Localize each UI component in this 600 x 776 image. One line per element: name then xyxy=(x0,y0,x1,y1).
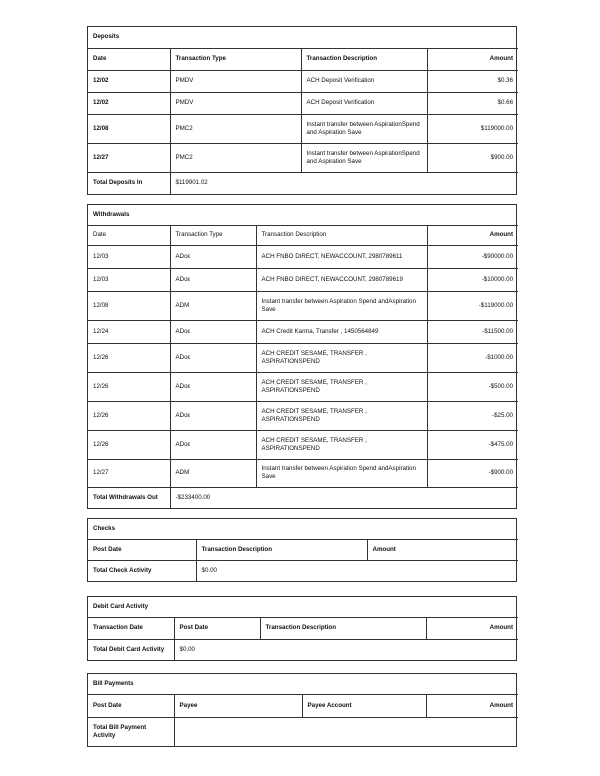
total-label: Total Check Activity xyxy=(88,560,196,581)
cell-type: PMDV xyxy=(170,92,301,114)
column-header: Post Date xyxy=(88,694,174,717)
checks-section xyxy=(87,518,517,582)
cell-description: Instant transfer between AspirationSpend and Aspiration Save xyxy=(301,143,427,172)
total-row xyxy=(88,639,518,660)
column-header: Amount xyxy=(367,539,518,560)
cell-type: ADM xyxy=(170,291,256,320)
cell-description: ACH CREDIT SESAME, TRANSFER , ASPIRATIONSPEND xyxy=(256,372,427,401)
table-row xyxy=(88,143,518,172)
cell-description: ACH CREDIT SESAME, TRANSFER , ASPIRATIONSPEND xyxy=(256,401,427,430)
table-row xyxy=(88,459,518,487)
total-label: Total Withdrawals Out xyxy=(88,487,170,508)
table-row xyxy=(88,372,518,401)
cell-description: ACH Deposit Verification xyxy=(301,70,427,92)
column-header: Transaction Description xyxy=(301,48,427,70)
column-header: Payee xyxy=(174,694,302,717)
section-title: Bill Payments xyxy=(88,674,518,694)
cell-description: ACH Deposit Verification xyxy=(301,92,427,114)
cell-amount: -$10000.00 xyxy=(427,268,518,291)
cell-amount: -$90000.00 xyxy=(427,245,518,268)
cell-date: 12/26 xyxy=(88,343,170,372)
total-row xyxy=(88,560,518,581)
cell-amount: -$119000.00 xyxy=(427,291,518,320)
cell-description: Instant transfer between Aspiration Spend andAspiration Save xyxy=(256,459,427,487)
column-header: Transaction Date xyxy=(88,617,174,639)
cell-amount: -$11500.00 xyxy=(427,320,518,343)
total-row xyxy=(88,717,518,746)
cell-date: 12/08 xyxy=(88,114,170,143)
cell-amount: $0.36 xyxy=(427,70,518,92)
cell-date: 12/26 xyxy=(88,430,170,459)
column-header: Amount xyxy=(427,225,518,245)
withdrawals-section xyxy=(87,204,517,509)
cell-type: ADoε xyxy=(170,268,256,291)
column-header: Transaction Description xyxy=(196,539,367,560)
cell-amount: -$475.00 xyxy=(427,430,518,459)
cell-amount: $900.00 xyxy=(427,143,518,172)
cell-date: 12/27 xyxy=(88,459,170,487)
cell-type: ADoε xyxy=(170,245,256,268)
deposits-section xyxy=(87,26,517,195)
column-header: Amount xyxy=(427,48,518,70)
column-header: Amount xyxy=(426,694,518,717)
table-row xyxy=(88,114,518,143)
section-title: Withdrawals xyxy=(88,205,518,225)
cell-amount: -$900.00 xyxy=(427,459,518,487)
cell-type: ADoε xyxy=(170,372,256,401)
cell-description: ACH CREDIT SESAME, TRANSFER , ASPIRATIONSPEND xyxy=(256,430,427,459)
total-row xyxy=(88,172,518,194)
table-row xyxy=(88,92,518,114)
table-row xyxy=(88,401,518,430)
cell-type: ADM xyxy=(170,459,256,487)
cell-type: PMDV xyxy=(170,70,301,92)
total-label: Total Bill Payment Activity xyxy=(88,717,174,746)
column-header: Transaction Description xyxy=(256,225,427,245)
cell-date: 12/27 xyxy=(88,143,170,172)
column-header: Amount xyxy=(426,617,518,639)
cell-date: 12/26 xyxy=(88,401,170,430)
cell-type: ADoε xyxy=(170,343,256,372)
cell-type: ADoε xyxy=(170,401,256,430)
cell-description: ACH FNBO DIRECT, NEWACCOUNT, 2980789619 xyxy=(256,268,427,291)
column-header: Post Date xyxy=(174,617,260,639)
table-row xyxy=(88,320,518,343)
table-row xyxy=(88,245,518,268)
cell-description: ACH CREDIT SESAME, TRANSFER , ASPIRATIONSPEND xyxy=(256,343,427,372)
cell-description: ACH FNBO DIRECT, NEWACCOUNT, 2980789611 xyxy=(256,245,427,268)
total-value: $119901.02 xyxy=(170,172,518,194)
column-header: Payee Account xyxy=(302,694,426,717)
cell-type: ADoε xyxy=(170,320,256,343)
cell-date: 12/02 xyxy=(88,92,170,114)
bill-payments-section xyxy=(87,673,517,747)
column-header: Post Date xyxy=(88,539,196,560)
column-header: Date xyxy=(88,48,170,70)
section-title: Debit Card Activity xyxy=(88,597,518,617)
cell-amount: -$1000.00 xyxy=(427,343,518,372)
total-value xyxy=(174,717,518,746)
total-label: Total Debit Card Activity xyxy=(88,639,174,660)
cell-type: PMC2 xyxy=(170,114,301,143)
cell-date: 12/24 xyxy=(88,320,170,343)
total-value: -$233400.00 xyxy=(170,487,518,508)
table-row xyxy=(88,343,518,372)
column-header: Transaction Type xyxy=(170,48,301,70)
column-header: Date xyxy=(88,225,170,245)
cell-type: PMC2 xyxy=(170,143,301,172)
cell-type: ADoε xyxy=(170,430,256,459)
column-header: Transaction Type xyxy=(170,225,256,245)
cell-date: 12/08 xyxy=(88,291,170,320)
section-title: Deposits xyxy=(88,27,518,48)
total-label: Total Deposits In xyxy=(88,172,170,194)
table-row xyxy=(88,268,518,291)
cell-description: Instant transfer between Aspiration Spend andAspiration Save xyxy=(256,291,427,320)
column-header: Transaction Description xyxy=(260,617,426,639)
cell-amount: -$500.00 xyxy=(427,372,518,401)
cell-description: ACH Credit Karma, Transfer , 1450564849 xyxy=(256,320,427,343)
cell-date: 12/03 xyxy=(88,268,170,291)
cell-date: 12/03 xyxy=(88,245,170,268)
cell-amount: $0.66 xyxy=(427,92,518,114)
total-value: $0.00 xyxy=(196,560,518,581)
cell-date: 12/26 xyxy=(88,372,170,401)
cell-date: 12/02 xyxy=(88,70,170,92)
cell-amount: $119000.00 xyxy=(427,114,518,143)
debit-card-section xyxy=(87,596,517,661)
total-row xyxy=(88,487,518,508)
cell-description: Instant transfer between AspirationSpend and Aspiration Save xyxy=(301,114,427,143)
section-title: Checks xyxy=(88,519,518,539)
cell-amount: -$25.00 xyxy=(427,401,518,430)
total-value: $0.00 xyxy=(174,639,518,660)
table-row xyxy=(88,70,518,92)
table-row xyxy=(88,291,518,320)
table-row xyxy=(88,430,518,459)
